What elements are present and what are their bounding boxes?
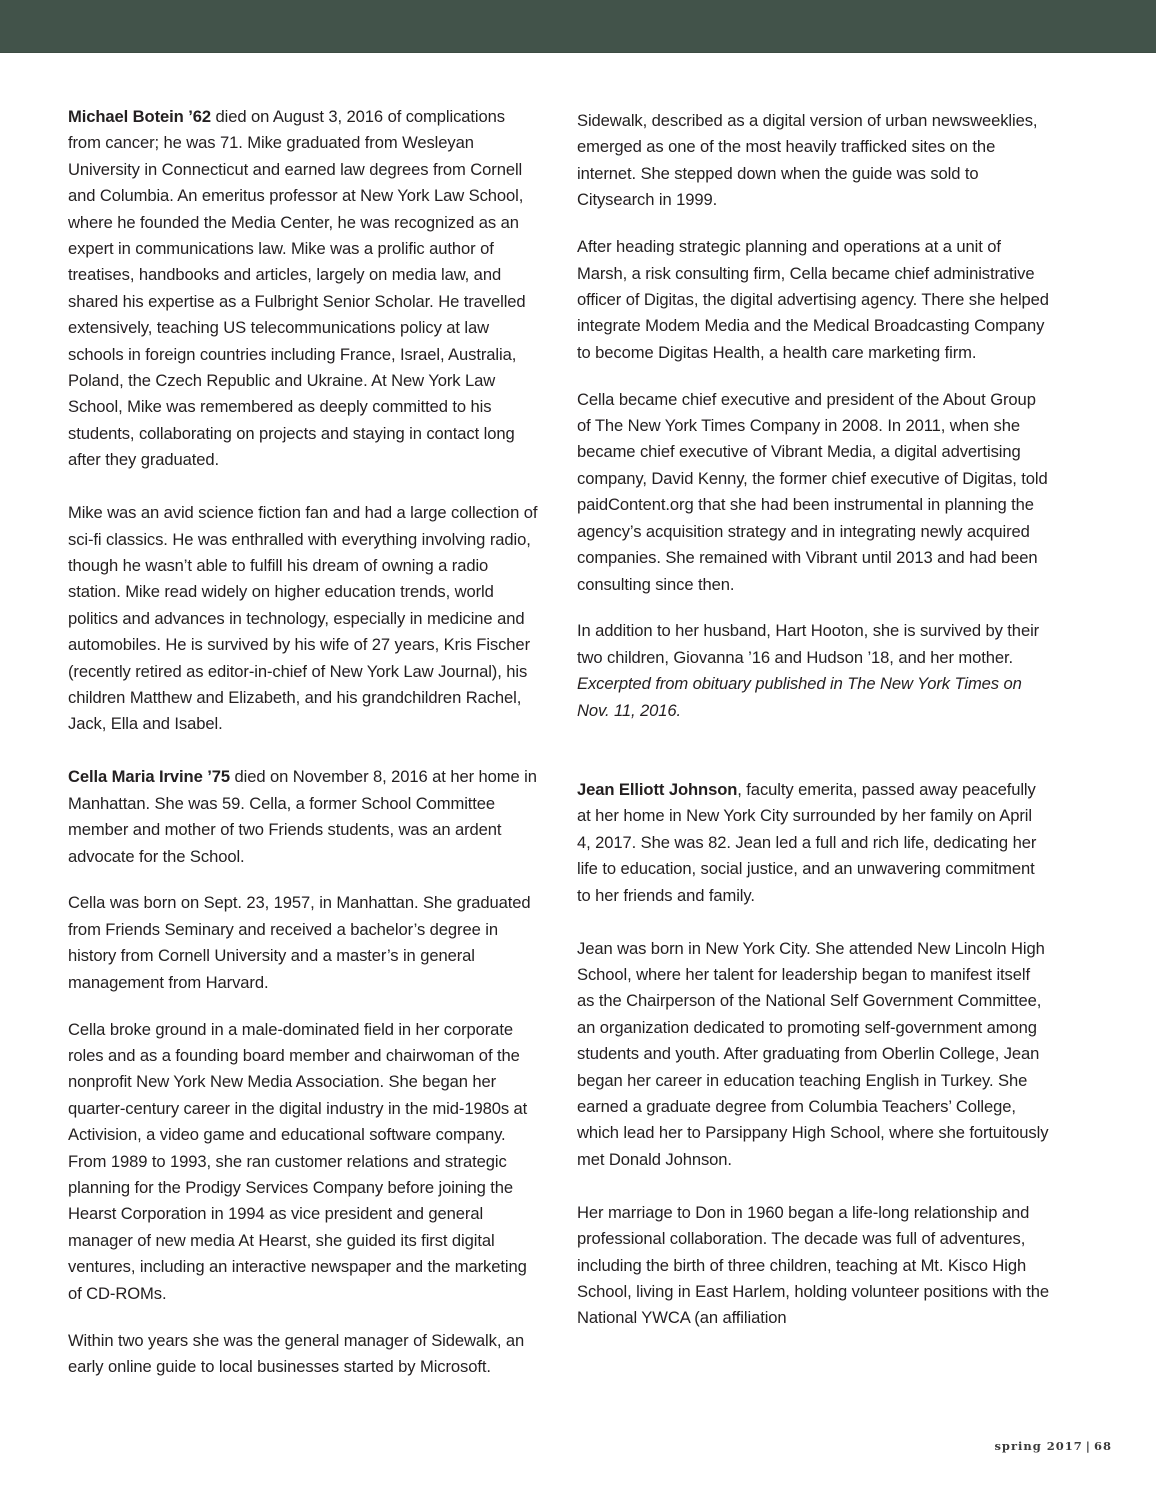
header-band	[0, 0, 1156, 53]
obituary-botein-p2: Mike was an avid science fiction fan and had a large collection of sci-fi classics. He was enthralled with everything involving radio, though he wasn’t able to fulfill his dream of owning a radio station. Mike read widely on higher education trends, world politics and advances in technology, especially in medicine and automobiles. He is survived by his wife of 27 years, Kris Fischer (recently retired as editor-in-chief of New York Law Journal), his children Matthew and Elizabeth, and his grandchildren Rachel, Jack, Ella and Isabel.	[68, 503, 538, 734]
obituary-irvine-p5: Sidewalk, described as a digital version of urban newsweeklies, emerged as one of the most heavily trafficked sites on the internet. She stepped down when the guide was sold to Citysearch in 1999.	[577, 111, 1038, 210]
obituary-irvine-p2: Cella was born on Sept. 23, 1957, in Manhattan. She graduated from Friends Seminary and received a bachelor’s degree in history from Cornell University and a master’s in general management from Harvard.	[68, 893, 531, 992]
obituary-irvine-intro	[68, 764, 540, 870]
folio-separator: |	[1085, 1439, 1091, 1453]
obituary-text: , faculty emerita, passed away peacefully at her home in New York City surrounded by her family on April 4, 2017. She was 82. Jean led a full and rich life, dedicating her life to education, social justice, and an unwavering commitment to her friends and family.	[577, 780, 1037, 905]
obituary-text: died on November 8, 2016 at her home in Manhattan. She was 59. Cella, a former School Committee member and mother of two Friends students, was an ardent advocate for the School.	[68, 767, 537, 866]
right-column	[577, 108, 1049, 1352]
obituary-text: In addition to her husband, Hart Hooton, she is survived by their two children, Giovanna ’16 and Hudson ’18, and her mother.	[577, 621, 1040, 667]
obituary-name-botein: Michael Botein ’62	[68, 107, 211, 126]
obituary-name-johnson: Jean Elliott Johnson	[577, 780, 738, 800]
obituary-irvine-p4: Within two years she was the general manager of Sidewalk, an early online guide to local businesses started by Microsoft.	[68, 1330, 525, 1376]
page-number: 68	[1093, 1439, 1112, 1453]
issue-label: spring 2017	[994, 1439, 1083, 1453]
obituary-irvine-p3: Cella broke ground in a male-dominated field in her corporate roles and as a founding board member and chairwoman of the nonprofit New York New Media Association. She began her quarter-century career in the digital industry in the mid-1980s at Activision, a video game and educational software company. From 1989 to 1993, she ran customer relations and strategic planning for the Prodigy Services Company before joining the Hearst Corporation in 1994 as vice president and general manager of new media At Hearst, she guided its first digital ventures, including an interactive newspaper and the marketing of CD-ROMs.	[68, 1019, 528, 1303]
left-column	[68, 104, 540, 1401]
obituary-botein-intro	[68, 104, 540, 474]
obituary-johnson-p3: Her marriage to Don in 1960 began a life-long relationship and professional collaboration. The decade was full of adventures, including the birth of three children, teaching at Mt. Kisco High School, living in East Harlem, holding volunteer positions with the National YWCA (an affiliation	[577, 1202, 1050, 1328]
source-credit: Excerpted from obituary published in The New York Times on Nov. 11, 2016.	[577, 674, 1022, 720]
obituary-johnson-intro	[577, 777, 1049, 909]
obituary-johnson-p2: Jean was born in New York City. She attended New Lincoln High School, where her talent for leadership began to manifest itself as the Chairperson of the National Self Government Committee, an organization dedicated to promoting self-government among students and youth. After graduating from Oberlin College, Jean began her career in education teaching English in Turkey. She earned a graduate degree from Columbia Teachers’ College, which lead her to Parsippany High School, where she fortuitously met Donald Johnson.	[577, 938, 1049, 1169]
obituary-text: died on August 3, 2016 of complications from cancer; he was 71. Mike graduated from Wesleyan University in Connecticut and earned law degrees from Cornell and Columbia. An emeritus professor at New York Law School, where he founded the Media Center, he was recognized as an expert in communications law. Mike was a prolific author of treatises, handbooks and articles, largely on media law, and shared his expertise as a Fulbright Senior Scholar. He travelled extensively, teaching US telecommunications policy at law schools in foreign countries including France, Israel, Australia, Poland, the Czech Republic and Ukraine. At New York Law School, Mike was remembered as deeply committed to his students, collaborating on projects and staying in contact long after they graduated.	[68, 107, 526, 470]
obituary-irvine-p6: After heading strategic planning and operations at a unit of Marsh, a risk consulting firm, Cella became chief administrative officer of Digitas, the digital advertising agency. There she helped integrate Modem Media and the Medical Broadcasting Company to become Digitas Health, a health care marketing firm.	[577, 237, 1049, 362]
page-folio	[994, 1439, 1112, 1453]
obituary-irvine-p8	[577, 618, 1049, 724]
obituary-irvine-p7: Cella became chief executive and president of the About Group of The New York Times Company in 2008. In 2011, when she became chief executive of Vibrant Media, a digital advertising company, David Kenny, the former chief executive of Digitas, told paidContent.org that she had been instrumental in planning the agency’s acquisition strategy and in integrating newly acquired companies. She remained with Vibrant until 2013 and had been consulting since then.	[577, 389, 1048, 594]
obituary-name-irvine: Cella Maria Irvine ’75	[68, 767, 230, 787]
